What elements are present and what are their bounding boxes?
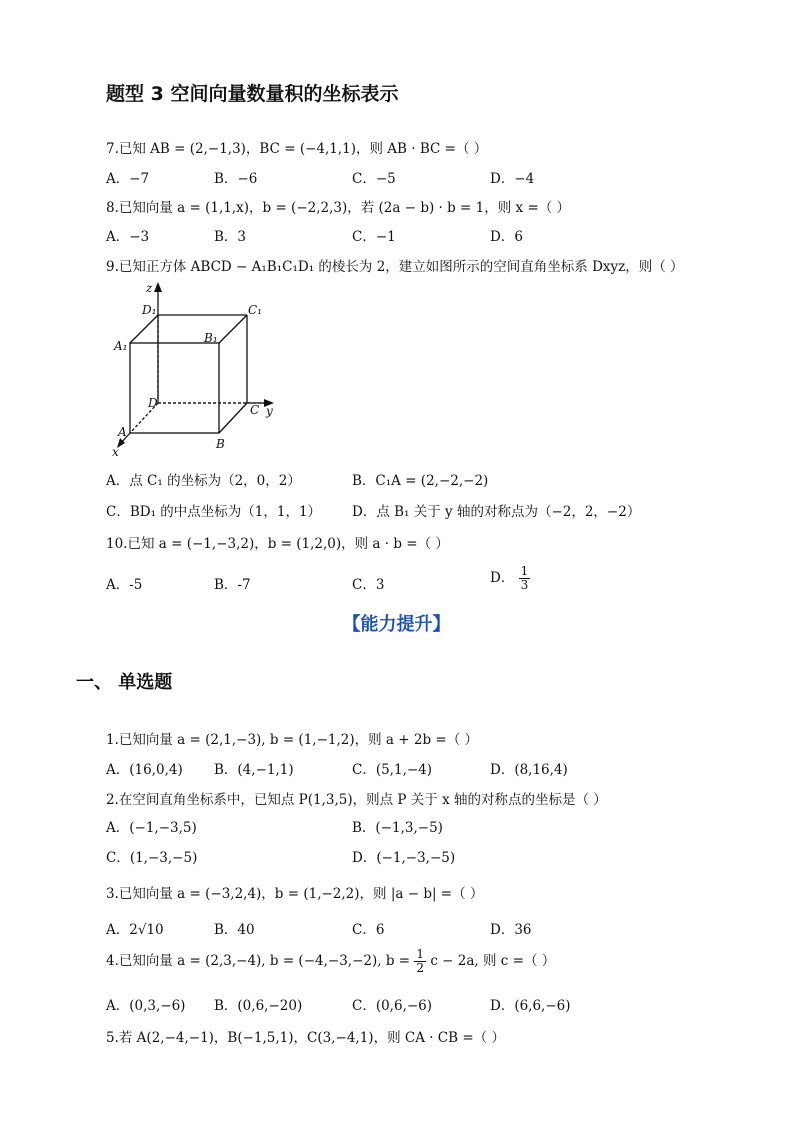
q7-option-c: C．−5 (352, 171, 396, 187)
p2-q2-option-c: C．(1,−3,−5) (106, 850, 198, 866)
label-z: z (146, 281, 153, 295)
q9-option-d: D．点 B₁ 关于 y 轴的对称点为（−2，2，−2） (352, 504, 641, 520)
label-y: y (266, 404, 273, 418)
p2-q3-option-b: B．40 (214, 922, 255, 938)
label-a1: A₁ (114, 339, 128, 353)
section-title: 【能力提升】 (342, 614, 451, 635)
q9-option-b: B．C₁A = (2,−2,−2) (352, 473, 489, 489)
p2-question-4-stem (106, 948, 555, 975)
question-8-stem: 8.已知向量 a = (1,1,x)，b = (−2,2,3)，若 (2a − b) · b = 1，则 x =（ ） (106, 200, 571, 216)
q10-option-d-prefix: D． (490, 570, 515, 586)
p2-q4-stem-prefix: 4.已知向量 a = (2,3,−4), b = (−4,−3,−2), b = (106, 953, 415, 969)
q9-option-a: A．点 C₁ 的坐标为（2，0，2） (106, 473, 301, 489)
p2-question-5-stem: 5.若 A(2,−4,−1)，B(−1,5,1)，C(3,−4,1)，则 CA · CB =（ ） (106, 1030, 505, 1046)
q8-option-c: C．−1 (352, 229, 396, 245)
fraction-denominator: 2 (416, 961, 425, 975)
p2-q1-option-d: D．(8,16,4) (490, 762, 568, 778)
q10-option-a: A．-5 (106, 577, 143, 593)
label-b: B (216, 437, 225, 451)
q10-option-c: C．3 (352, 577, 385, 593)
p2-q2-option-b: B．(−1,3,−5) (352, 820, 443, 836)
p2-q3-option-a: A．2√10 (106, 922, 164, 938)
p2-q1-option-a: A．(16,0,4) (106, 762, 183, 778)
q10-option-b: B．-7 (214, 577, 251, 593)
p2-q4-option-a: A．(0,3,−6) (106, 998, 186, 1014)
p2-q4-fraction (414, 948, 426, 975)
p2-q1-option-c: C．(5,1,−4) (352, 762, 433, 778)
label-c1: C₁ (248, 303, 262, 317)
p2-q1-option-b: B．(4,−1,1) (214, 762, 294, 778)
question-10-stem: 10.已知 a = (−1,−3,2)，b = (1,2,0)，则 a · b =（ ） (106, 536, 449, 552)
page-heading: 题型 3 空间向量数量积的坐标表示 (106, 83, 399, 105)
p2-question-1-stem: 1.已知向量 a = (2,1,−3), b = (1,−1,2)，则 a + 2b =（ ） (106, 732, 478, 748)
p2-q4-option-c: C．(0,6,−6) (352, 998, 433, 1014)
q10-option-d (490, 565, 530, 592)
q7-option-a: A．−7 (106, 171, 150, 187)
p2-q4-stem-suffix: c − 2a, 则 c =（ ） (430, 953, 556, 969)
label-d: D (148, 396, 158, 410)
q8-option-b: B．3 (214, 229, 247, 245)
p2-q3-option-c: C．6 (352, 922, 385, 938)
q10-option-d-fraction (519, 565, 531, 592)
label-b1: B₁ (204, 331, 218, 345)
p2-q4-option-b: B．(0,6,−20) (214, 998, 303, 1014)
p2-q4-option-d: D．(6,6,−6) (490, 998, 571, 1014)
p2-q3-option-d: D．36 (490, 922, 532, 938)
q7-option-b: B．−6 (214, 171, 258, 187)
fraction-numerator: 1 (416, 947, 425, 961)
q8-option-d: D．6 (490, 229, 523, 245)
cube-figure (108, 280, 293, 460)
question-9-stem: 9.已知正方体 ABCD − A₁B₁C₁D₁ 的棱长为 2，建立如图所示的空间直角坐标系 Dxyz，则（ ） (106, 259, 684, 275)
fraction-numerator: 1 (520, 564, 529, 578)
label-c: C (250, 403, 260, 417)
p2-question-3-stem: 3.已知向量 a = (−3,2,4)，b = (1,−2,2)，则 |a − b| =（ ） (106, 886, 484, 902)
p2-question-2-stem: 2.在空间直角坐标系中，已知点 P(1,3,5)，则点 P 关于 x 轴的对称点的坐标是（ ） (106, 792, 607, 808)
p2-q2-option-a: A．(−1,−3,5) (106, 820, 197, 836)
label-a: A (118, 425, 127, 439)
q7-option-d: D．−4 (490, 171, 535, 187)
label-x: x (112, 445, 119, 459)
q8-option-a: A．−3 (106, 229, 150, 245)
question-7-stem: 7.已知 AB = (2,−1,3)，BC = (−4,1,1)，则 AB · BC =（ ） (106, 141, 488, 157)
p2-q2-option-d: D．(−1,−3,−5) (352, 850, 456, 866)
q9-option-c: C．BD₁ 的中点坐标为（1，1，1） (106, 504, 322, 520)
label-d1: D₁ (142, 303, 157, 317)
subsection-title: 一、 单选题 (76, 672, 173, 693)
fraction-denominator: 3 (520, 578, 529, 592)
